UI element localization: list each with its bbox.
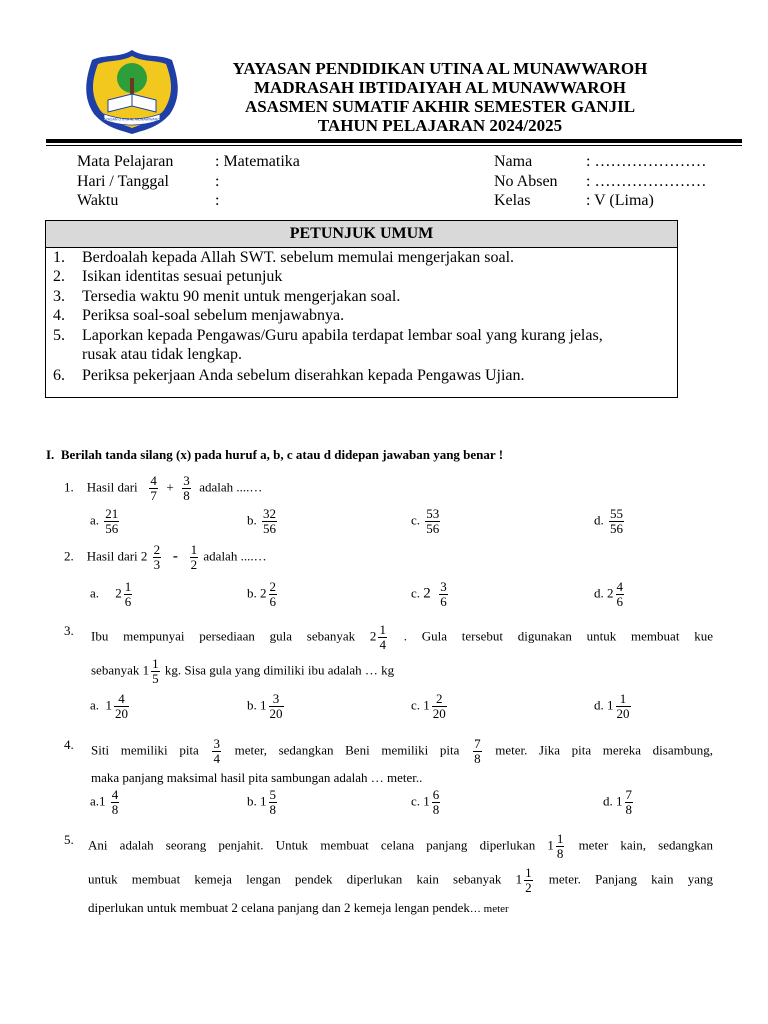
question-5-line-2: untuk membuat kemeja lengan pendek diperlukan kain sebanyak 1 $\frac{1}{2}$ meter. Panjang kain yang bbox=[88, 865, 714, 895]
question-2: 2. Hasil dari 2 $\frac{2}{3}$ - $\frac{1}{2}$ adalah ....… bbox=[64, 542, 267, 572]
school-logo bbox=[82, 48, 182, 134]
question-5-number: 5. bbox=[64, 832, 74, 847]
academic-year: TAHUN PELAJARAN 2024/2025 bbox=[317, 116, 563, 135]
fraction: $\frac{2}{3}$ bbox=[153, 542, 161, 572]
header-divider-thick bbox=[46, 139, 742, 143]
fraction: $\frac{4}{7}$ bbox=[150, 473, 157, 503]
option-d[interactable]: d. 2 $\frac{4}{6}$ bbox=[594, 579, 623, 609]
instruction-item: 5. Laporkan kepada Pengawas/Guru apabila terdapat lembar soal yang kurang jelas, bbox=[53, 327, 603, 344]
logo-text: YAYASAN UTINA AL MUNAWWAROH bbox=[101, 117, 163, 122]
option-b[interactable]: b. 1 $\frac{5}{8}$ bbox=[247, 787, 276, 817]
instruction-item: 6. Periksa pekerjaan Anda sebelum diserahkan kepada Pengawas Ujian. bbox=[53, 367, 525, 384]
header-divider-thin bbox=[46, 145, 742, 146]
question-3-line-1: Ibu mempunyai persediaan gula sebanyak 2 $\frac{1}{4}$ . Gula tersebut digunakan untuk membuat kue bbox=[91, 622, 713, 652]
question-5-line-1: Ani adalah seorang penjahit. Untuk membuat celana panjang diperlukan 1 $\frac{1}{8}$ meter kain, sedangkan bbox=[88, 831, 714, 861]
exam-title: ASASMEN SUMATIF AKHIR SEMESTER GANJIL bbox=[244, 97, 636, 116]
school-name: MADRASAH IBTIDAIYAH AL MUNAWWAROH bbox=[254, 78, 626, 97]
subject-label: Mata Pelajaran bbox=[77, 153, 174, 170]
option-b[interactable]: b. $\frac{32}{56}$ bbox=[247, 506, 276, 536]
option-d[interactable]: d. $\frac{55}{56}$ bbox=[594, 506, 623, 536]
option-d[interactable]: d. 1 $\frac{1}{20}$ bbox=[594, 691, 630, 721]
question-4-line-1: Siti memiliki pita $\frac{3}{4}$ meter, sedangkan Beni memiliki pita $\frac{7}{8}$ meter. Jika pita mereka disambung, bbox=[91, 736, 713, 766]
option-b[interactable]: b. 1 $\frac{3}{20}$ bbox=[247, 691, 283, 721]
instruction-item: 2. Isikan identitas sesuai petunjuk bbox=[53, 268, 283, 285]
instruction-item: 1. Berdoalah kepada Allah SWT. sebelum memulai mengerjakan soal. bbox=[53, 249, 515, 266]
question-3-line-2: sebanyak 1 $\frac{1}{5}$ kg. Sisa gula yang dimiliki ibu adalah … kg bbox=[91, 656, 395, 686]
question-5-line-3: diperlukan untuk membuat 2 celana panjang dan 2 kemeja lengan pendek… meter bbox=[88, 900, 509, 915]
absence-number-field[interactable]: : ………………… bbox=[586, 173, 707, 190]
option-a[interactable]: a. 1 $\frac{4}{20}$ bbox=[90, 691, 129, 721]
option-c[interactable]: c. $\frac{53}{56}$ bbox=[411, 506, 440, 536]
general-instructions-box bbox=[45, 220, 678, 398]
absence-number-label: No Absen bbox=[494, 173, 558, 190]
date-value[interactable]: : bbox=[215, 173, 220, 190]
question-4-number: 4. bbox=[64, 737, 74, 752]
time-label: Waktu bbox=[77, 192, 119, 209]
instruction-item: 4. Periksa soal-soal sebelum menjawabnya. bbox=[53, 307, 345, 324]
foundation-name: YAYASAN PENDIDIKAN UTINA AL MUNAWWAROH bbox=[232, 59, 648, 78]
option-c[interactable]: c. 1 $\frac{2}{20}$ bbox=[411, 691, 446, 721]
fraction: $\frac{3}{8}$ bbox=[183, 473, 190, 503]
date-label: Hari / Tanggal bbox=[77, 173, 169, 190]
instructions-title: PETUNJUK UMUM bbox=[46, 221, 677, 248]
option-c[interactable]: c. 2 $\frac{3}{6}$ bbox=[411, 579, 447, 609]
instruction-item-continued: rusak atau tidak lengkap. bbox=[82, 346, 242, 363]
question-3-number: 3. bbox=[64, 623, 74, 638]
option-d[interactable]: d. 1 $\frac{7}{8}$ bbox=[603, 787, 632, 817]
instruction-item: 3. Tersedia waktu 90 menit untuk mengerjakan soal. bbox=[53, 288, 401, 305]
subject-value: : Matematika bbox=[215, 153, 300, 170]
class-label: Kelas bbox=[494, 192, 531, 209]
class-value: : V (Lima) bbox=[586, 192, 654, 209]
option-a[interactable]: a. 2 $\frac{1}{6}$ bbox=[90, 579, 132, 609]
option-a[interactable]: a. $\frac{21}{56}$ bbox=[90, 506, 119, 536]
question-1: 1. Hasil dari $\frac{4}{7}$ + $\frac{3}{8}$ adalah ....… bbox=[64, 473, 263, 503]
section-title: I. Berilah tanda silang (x) pada huruf a, b, c atau d didepan jawaban yang benar ! bbox=[46, 447, 504, 462]
time-value[interactable]: : bbox=[215, 192, 220, 209]
option-c[interactable]: c. 1 $\frac{6}{8}$ bbox=[411, 787, 440, 817]
question-4-line-2: maka panjang maksimal hasil pita sambungan adalah … meter.. bbox=[91, 770, 423, 785]
fraction: $\frac{1}{2}$ bbox=[190, 542, 198, 572]
name-label: Nama bbox=[494, 153, 533, 170]
option-b[interactable]: b. 2 $\frac{2}{6}$ bbox=[247, 579, 276, 609]
name-field[interactable]: : ………………… bbox=[586, 153, 707, 170]
option-a[interactable]: a.1 $\frac{4}{8}$ bbox=[90, 787, 119, 817]
